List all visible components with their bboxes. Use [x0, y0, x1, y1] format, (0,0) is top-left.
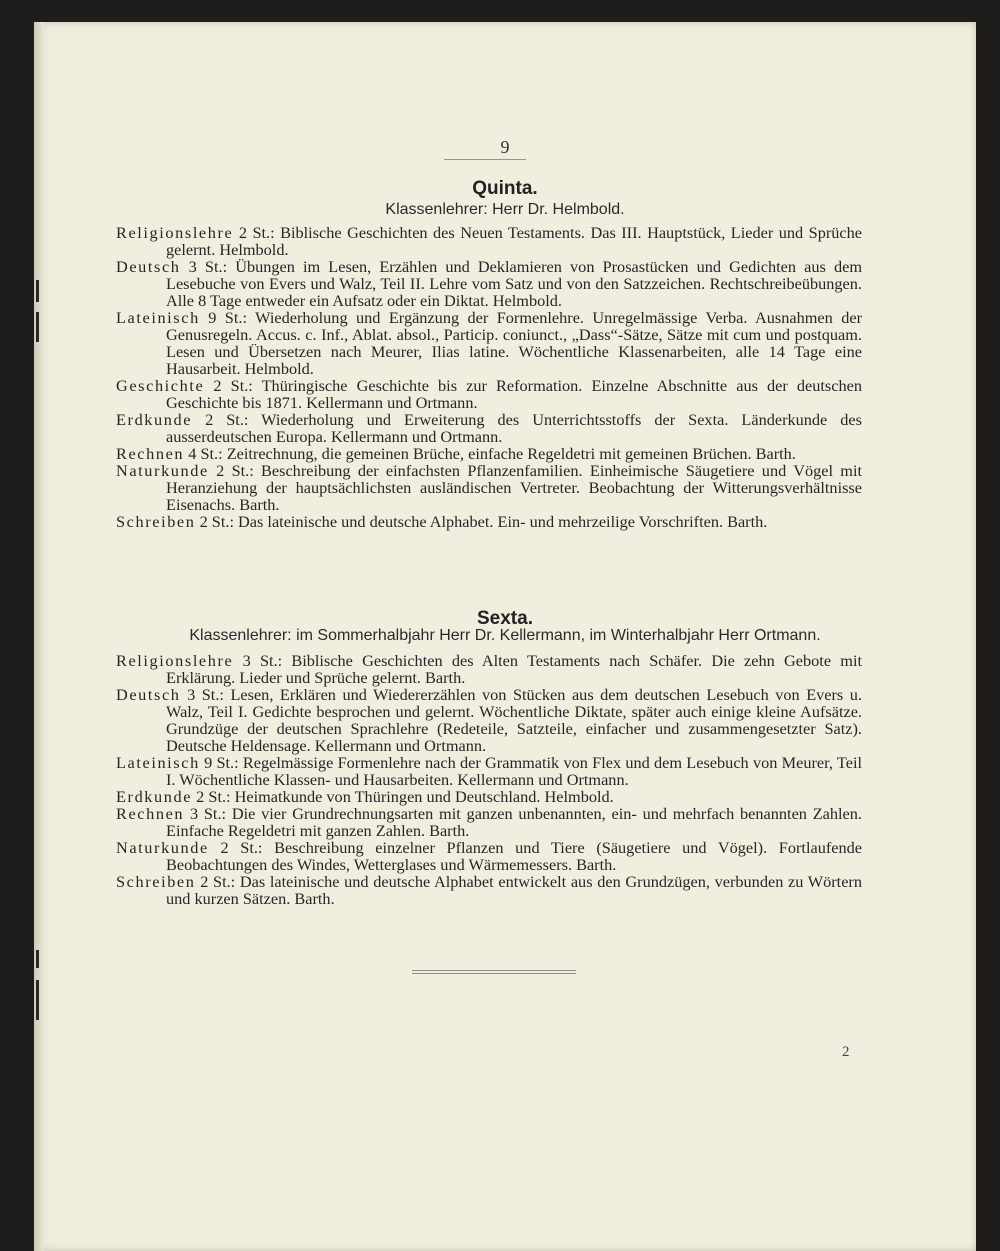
subject-entry	[116, 411, 862, 445]
end-rule	[412, 970, 576, 974]
subject-description: 3 St.: Biblische Geschichten des Alten Testaments nach Schäfer. Die zehn Gebote mit Erklärung. Lieder und Sprüche gelernt. Barth.	[166, 651, 862, 687]
subject-description: 9 St.: Wiederholung und Ergänzung der Formenlehre. Unregelmässige Verba. Ausnahmen der Genusregeln. Accus. c. Inf., Ablat. absol., Particip. coniunct., „Dass“-Sätze, Sätze mit cum und postquam. Lesen und Übersetzen nach Meurer, Ilias latine. Wöchentliche Klassenarbeiten, alle 14 Tage eine Hausarbeit. Helmbold.	[166, 308, 862, 378]
subject-entry	[116, 788, 862, 805]
subject-name: Deutsch	[116, 685, 181, 704]
subject-entry	[116, 513, 862, 530]
section-title-sexta: Sexta.	[477, 608, 533, 629]
subject-description: 2 St.: Das lateinische und deutsche Alphabet. Ein- und mehrzeilige Vorschriften. Barth.	[195, 512, 768, 531]
subject-entry	[116, 652, 862, 686]
subject-entry	[116, 224, 862, 258]
subject-name: Erdkunde	[116, 410, 193, 429]
page-number: 9	[500, 137, 510, 157]
subject-description: 2 St.: Thüringische Geschichte bis zur Reformation. Einzelne Abschnitte aus der deutschen Geschichte bis 1871. Kellermann und Ortmann.	[166, 376, 862, 412]
subject-description: 3 St.: Lesen, Erklären und Wiedererzählen von Stücken aus dem deutschen Lesebuch von Evers u. Walz, Teil I. Gedichte besprochen und gelernt. Wöchentliche Diktate, später auch einige kleine Aufsätze. Grundzüge der deutschen Sprachlehre (Redeteile, Satzteile, einfacher und zusammengesetzter Satz). Deutsche Heldensage. Kellermann und Ortmann.	[166, 685, 862, 755]
subject-name: Deutsch	[116, 257, 181, 276]
section-title-quinta: Quinta.	[472, 178, 538, 199]
subject-list-quinta	[116, 224, 862, 530]
subject-name: Schreiben	[116, 512, 196, 531]
subject-name: Religionslehre	[116, 651, 234, 670]
binding-mark	[36, 950, 39, 968]
subject-entry	[116, 309, 862, 377]
subject-description: 3 St.: Übungen im Lesen, Erzählen und Deklamieren von Prosastücken und Gedichten aus dem Lesebuche von Evers und Walz, Teil II. Lehre vom Satz und von den Satzzeichen. Rechtschreibeübungen. Alle 8 Tage entweder ein Aufsatz oder ein Diktat. Helmbold.	[166, 257, 862, 310]
subject-description: 2 St.: Wiederholung und Erweiterung des Unterrichtsstoffs der Sexta. Länderkunde des ausserdeutschen Europa. Kellermann und Ortmann.	[166, 410, 862, 446]
subject-description: 2 St.: Biblische Geschichten des Neuen Testaments. Das III. Hauptstück, Lieder und Sprüche gelernt. Helmbold.	[166, 223, 862, 259]
subject-entry	[116, 462, 862, 513]
subject-entry	[116, 377, 862, 411]
subject-entry	[116, 754, 862, 788]
subject-name: Schreiben	[116, 872, 196, 891]
class-teacher-sexta: Klassenlehrer: im Sommerhalbjahr Herr Dr. Kellermann, im Winterhalbjahr Herr Ortmann.	[189, 627, 821, 644]
subject-name: Rechnen	[116, 804, 185, 823]
subject-name: Geschichte	[116, 376, 205, 395]
subject-name: Naturkunde	[116, 838, 209, 857]
subject-entry	[116, 805, 862, 839]
class-teacher-quinta: Klassenlehrer: Herr Dr. Helmbold.	[385, 201, 625, 218]
subject-name: Rechnen	[116, 444, 185, 463]
subject-entry	[116, 258, 862, 309]
subject-description: 3 St.: Die vier Grundrechnungsarten mit ganzen unbenannten, ein- und mehrfach benannten Zahlen. Einfache Regeldetri mit ganzen Zahlen. Barth.	[166, 804, 862, 840]
subject-entry	[116, 839, 862, 873]
subject-description: 4 St.: Zeitrechnung, die gemeinen Brüche, einfache Regeldetri mit gemeinen Brüchen. Barth.	[184, 444, 796, 463]
page-number-rule	[444, 159, 526, 160]
document-page	[34, 22, 976, 1251]
subject-name: Lateinisch	[116, 753, 200, 772]
subject-entry	[116, 873, 862, 907]
binding-mark	[36, 280, 39, 302]
subject-name: Naturkunde	[116, 461, 209, 480]
subject-description: 2 St.: Das lateinische und deutsche Alphabet entwickelt aus den Grundzügen, verbunden zu Wörtern und kurzen Sätzen. Barth.	[166, 872, 862, 908]
subject-description: 2 St.: Heimatkunde von Thüringen und Deutschland. Helmbold.	[192, 787, 614, 806]
subject-entry	[116, 686, 862, 754]
subject-description: 9 St.: Regelmässige Formenlehre nach der Grammatik von Flex und dem Lesebuch von Meurer, Teil I. Wöchentliche Klassen- und Hausarbeiten. Kellermann und Ortmann.	[166, 753, 862, 789]
subject-name: Religionslehre	[116, 223, 234, 242]
subject-description: 2 St.: Beschreibung der einfachsten Pflanzenfamilien. Einheimische Säugetiere und Vögel mit Heranziehung der hauptsächlichsten ausländischen Vertreter. Beobachtung der Witterungsverhältnisse Eisenachs. Barth.	[166, 461, 862, 514]
subject-name: Lateinisch	[116, 308, 200, 327]
subject-name: Erdkunde	[116, 787, 193, 806]
binding-mark	[36, 980, 39, 1020]
subject-entry	[116, 445, 862, 462]
binding-mark	[36, 312, 39, 342]
signature-mark: 2	[842, 1044, 850, 1060]
subject-description: 2 St.: Beschreibung einzelner Pflanzen und Tiere (Säugetiere und Vögel). Fortlaufende Beobachtungen des Windes, Wetterglases und Wärmemessers. Barth.	[166, 838, 862, 874]
subject-list-sexta	[116, 652, 862, 907]
